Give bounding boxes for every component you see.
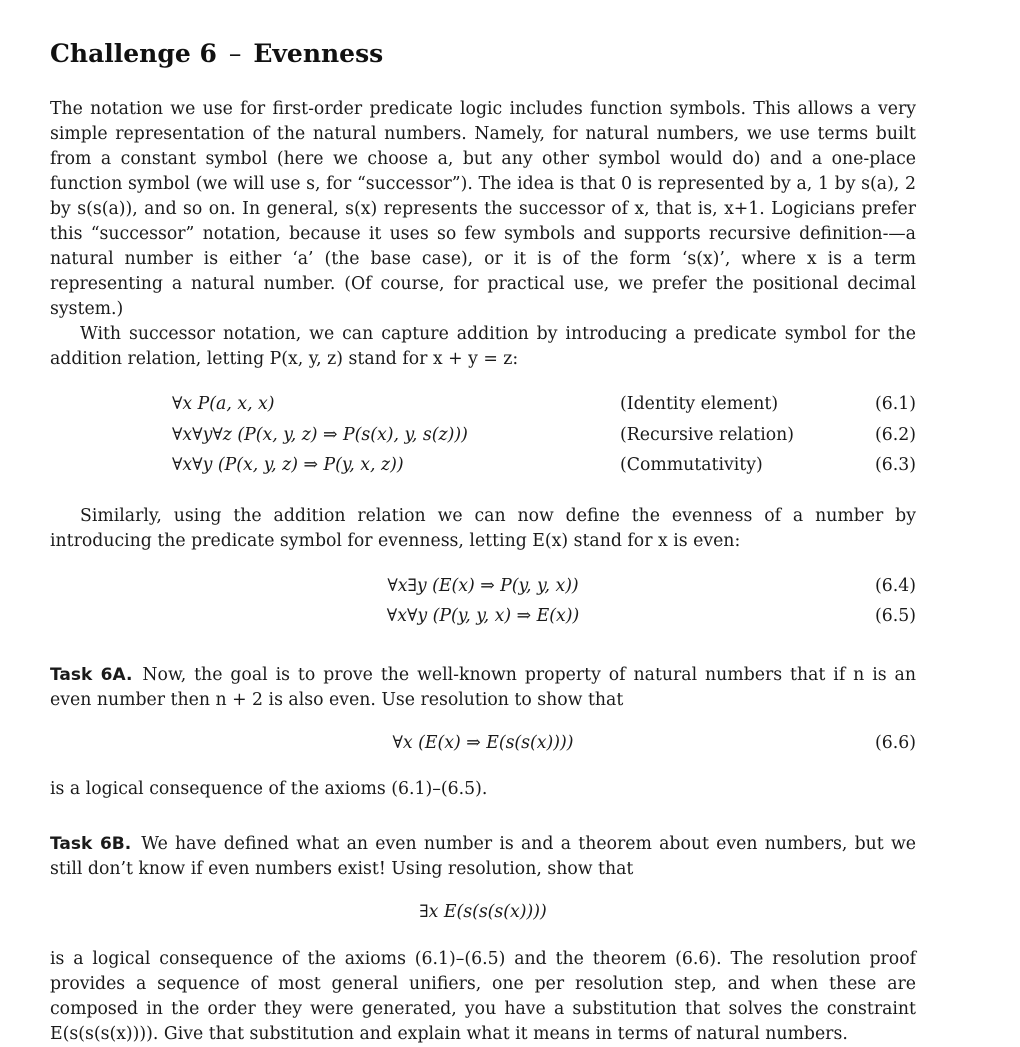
equation-formula: ∀x∀y (P(x, y, z) ⇒ P(y, x, z)) [172, 455, 404, 475]
equation-number: (6.5) [875, 606, 916, 626]
task-6b-after: is a logical consequence of the axioms (6.1)–(6.5) and the theorem (6.6). The resolution proof provides a sequence of most general unifiers, one per resolution step, and when these are composed in the order they were generated, you have a substitution that solves the constraint E(s(s(s(x)))). Give that substitution and explain what it means in terms of natural numbers. [50, 948, 916, 1044]
task-6b [50, 832, 916, 1047]
task-6b-heading: Task 6B. [50, 834, 132, 854]
equation-formula: ∃x E(s(s(s(x)))) [419, 902, 547, 922]
equation-formula: ∀x∃y (E(x) ⇒ P(y, y, x)) [387, 575, 579, 596]
task-6a-paragraph [50, 663, 916, 713]
challenge-name: Evenness [253, 39, 384, 68]
equation-row [50, 576, 916, 607]
evenness-axioms [50, 576, 916, 637]
equation-row [50, 902, 916, 933]
addition-paragraph: With successor notation, we can capture addition by introducing a predicate symbol for the addition relation, letting P(x, y, z) stand for x + y = z: [50, 324, 916, 369]
task-6a-equation [50, 733, 916, 764]
equation-label: (Identity element) [620, 394, 779, 414]
task-6b-text: We have defined what an even number is and a theorem about even numbers, but we still don’t know if even numbers exist! Using resolution, show that [50, 834, 916, 879]
equation-number: (6.2) [875, 424, 916, 445]
equation-row [50, 425, 916, 456]
equation-row [50, 606, 916, 637]
intro-paragraph: The notation we use for first-order predicate logic includes function symbols. This allows a very simple representation of the natural numbers. Namely, for natural numbers, we use terms built from a constant symbol (here we choose a, but any other symbol would do) and a one-place function symbol (we will use s, for “successor”). The idea is that 0 is represented by a, 1 by s(a), 2 by s(s(a)), and so on. In general, s(x) represents the successor of x, that is, x+1. Logicians prefer this “successor” notation, because it uses so few symbols and supports recursive definition-—a natural number is either ‘a’ (the base case), or it is of the form ‘s(x)’, where x is a term representing a natural number. (Of course, for practical use, we prefer the positional decimal system.) [50, 99, 916, 319]
equation-label: (Commutativity) [620, 455, 763, 475]
equation-row [50, 733, 916, 764]
equation-formula: ∀x∀y (P(y, y, x) ⇒ E(x)) [386, 606, 580, 626]
page-title [50, 38, 916, 70]
equation-number: (6.3) [875, 455, 916, 475]
equation-number: (6.6) [875, 732, 916, 753]
task-6a-after: is a logical consequence of the axioms (6.1)–(6.5). [50, 779, 488, 799]
task-6a [50, 663, 916, 803]
evenness-paragraph: Similarly, using the addition relation we can now define the evenness of a number by introducing the predicate symbol for evenness, letting E(x) stand for x is even: [50, 505, 916, 551]
equation-row [50, 455, 916, 486]
equation-number: (6.1) [875, 394, 916, 414]
equation-formula: ∀x P(a, x, x) [172, 394, 275, 414]
task-6a-heading: Task 6A. [50, 664, 133, 685]
addition-axioms [50, 394, 916, 486]
equation-formula: ∀x∀y∀z (P(x, y, z) ⇒ P(s(x), y, s(z))) [172, 424, 468, 445]
task-6b-paragraph [50, 832, 916, 882]
task-6b-equation [50, 902, 916, 933]
page [50, 38, 916, 1047]
equation-label: (Recursive relation) [620, 424, 794, 445]
equation-row [50, 394, 916, 425]
task-6a-text: Now, the goal is to prove the well-known property of natural numbers that if n is an even number then n + 2 is also even. Use resolution to show that [50, 664, 916, 710]
title-dash: – [228, 39, 242, 68]
equation-number: (6.4) [875, 575, 916, 596]
equation-formula: ∀x (E(x) ⇒ E(s(s(x)))) [392, 732, 574, 753]
challenge-number: Challenge 6 [50, 39, 217, 68]
